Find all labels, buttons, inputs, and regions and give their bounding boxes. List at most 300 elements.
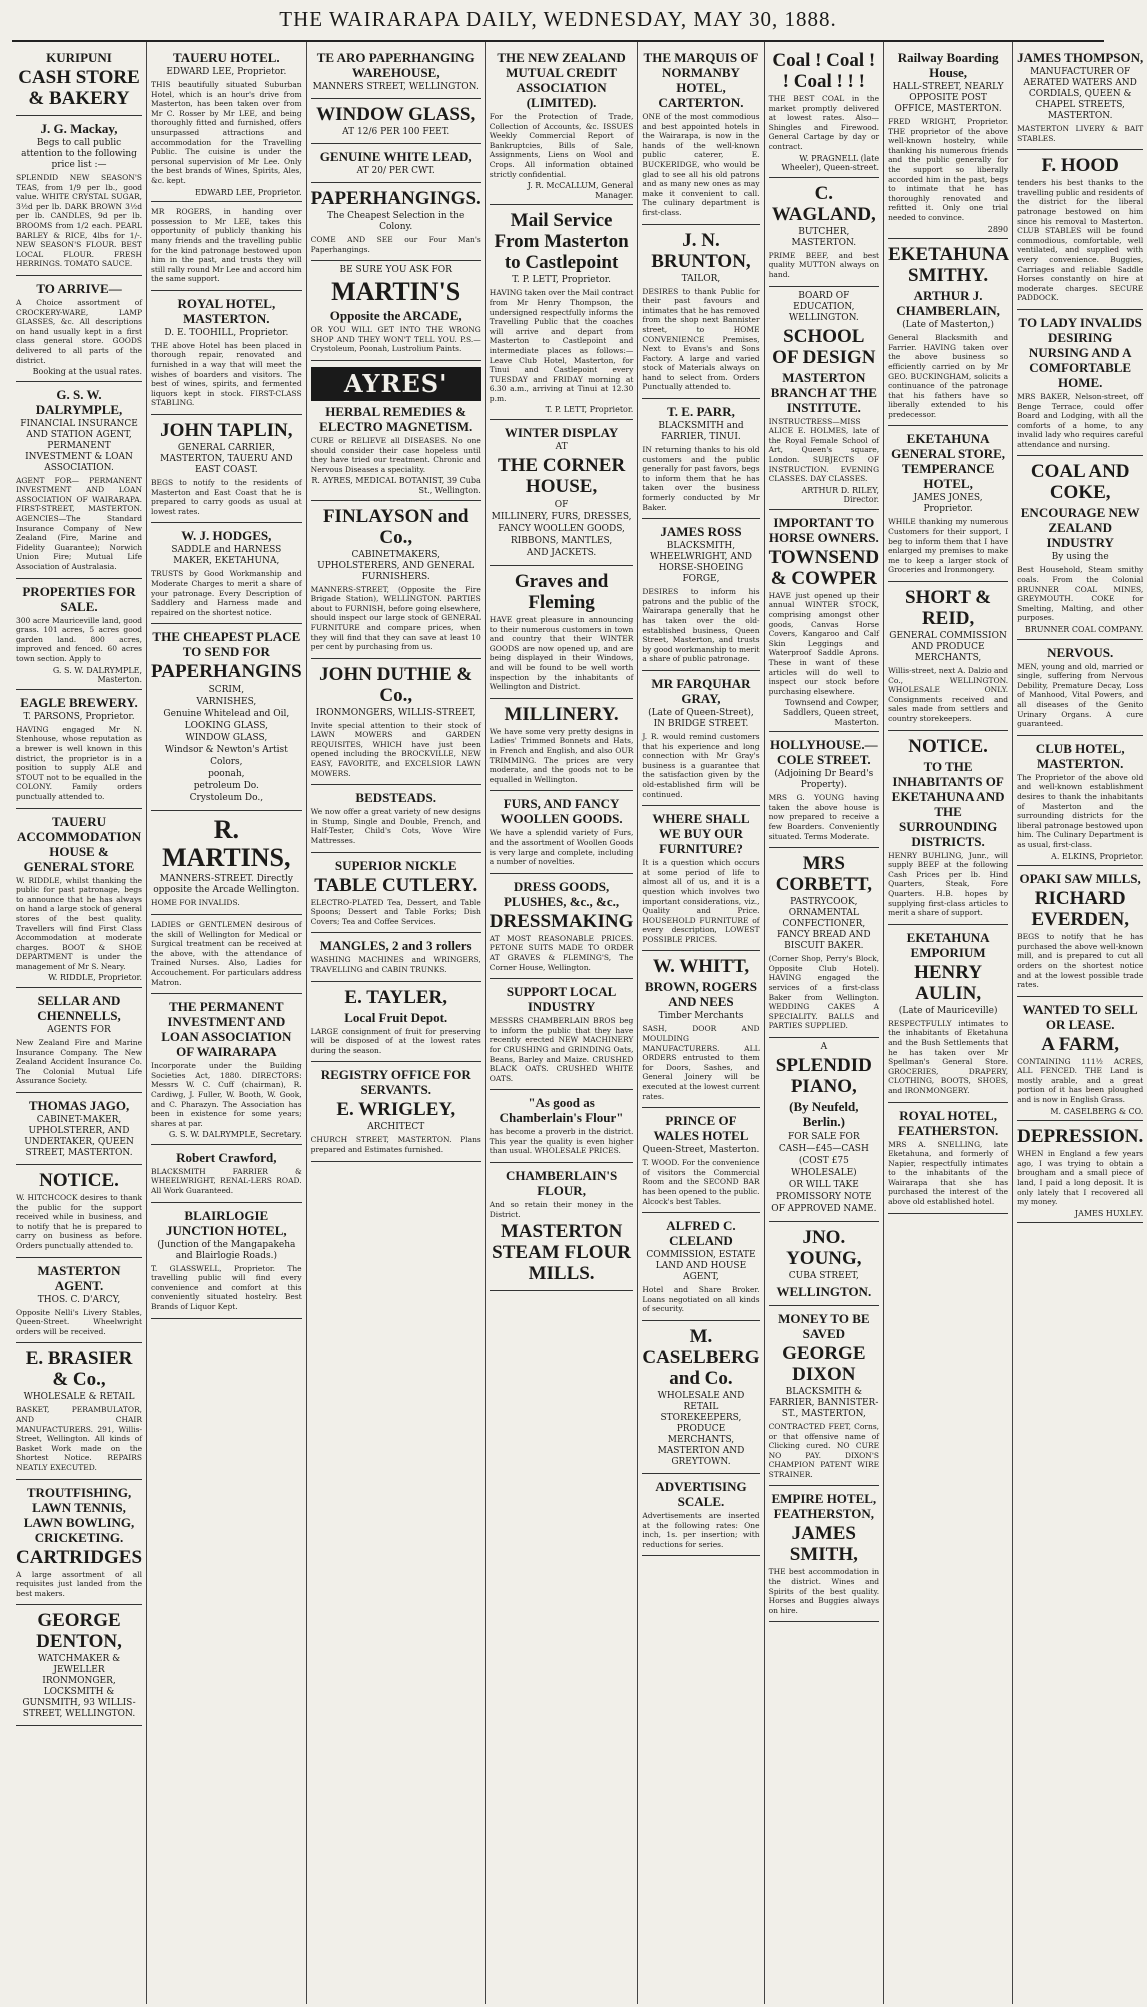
ad-body-text: MANNERS-STREET, (Opposite the Fire Brigade Station), WELLINGTON. PARTIES about to FURNISH, before going elsewhere, should inspect our large stock of GENERAL FURNITURE and compare prices, when they will find that they can save at least 10 per cent by purchasing from us. xyxy=(310,584,481,652)
ad-subheading: BLACKSMITH and FARRIER, TINUI. xyxy=(658,421,744,443)
advertisement xyxy=(16,579,142,690)
ad-subheading: By using the xyxy=(1051,552,1109,563)
ad-body-text: INSTRUCTRESS—MISS ALICE E. HOLMES, late of the Royal Female School of Art, Queen's square, London. SUBJECTS OF INSTRUCTION. EVENING CLASSES. DAY CLASSES. xyxy=(768,416,880,484)
ad-body-text: MR ROGERS, in handing over possession to Mr LEE, takes this opportunity of publicly thanking his many friends and the travelling public for the kind patronage bestowed upon him in the past, and trusts they will still rally round Mr Lee and accord him the same support. xyxy=(151,207,302,284)
ad-display-heading: SPLENDID PIANO, xyxy=(775,1054,872,1097)
advertisement xyxy=(16,690,142,809)
advertisement xyxy=(642,1213,759,1321)
ad-line: (COST £75 WHOLESALE) xyxy=(790,1155,857,1178)
ad-body-text: COME AND SEE our Four Man's Paperhangings. xyxy=(310,235,481,254)
advertisement xyxy=(769,1038,880,1222)
ad-body-text: BEGS to notify that he has purchased the above well-known mill, and is prepared to cut all orders on the shortest notice and at the lowest possible trade rates. xyxy=(1017,932,1144,990)
advertisement xyxy=(490,979,634,1090)
advertisement xyxy=(151,415,302,523)
ad-subheading: BLACKSMITH & FARRIER, BANNISTER-ST., MASTERTON, xyxy=(769,1386,879,1419)
ad-heading: ALFRED C. CLELAND xyxy=(666,1218,736,1249)
ad-heading: THE MARQUIS OF NORMANBY HOTEL, CARTERTON. xyxy=(643,50,759,110)
ad-heading: THOMAS JAGO, xyxy=(28,1098,130,1114)
ad-display-heading: Mail Service From Masterton to Castlepoint xyxy=(494,210,629,274)
ad-body-text: MRS G. YOUNG having taken the above house is now prepared to receive a few Boarders. Conveniently situated. Terms Moderate. xyxy=(768,793,880,841)
ad-heading: EAGLE BREWERY. xyxy=(20,694,138,710)
ad-heading: J. G. Mackay, xyxy=(40,121,118,136)
ad-body-text: MESSRS CHAMBERLAIN BROS beg to inform the public that they have recently erected NEW MACHINERY for CRUSHING and GRINDING Oats, Beans, Barley and Maize. CRUSHED BLACK OATS. CRUSHED WHITE OATS. xyxy=(489,1016,634,1083)
ad-subheading: EDWARD LEE, Proprietor. xyxy=(166,67,287,77)
ad-heading: HOLLYHOUSE.—COLE STREET. xyxy=(770,737,878,768)
ad-body-text: WASHING MACHINES and WRINGERS, TRAVELLING and CABIN TRUNKS. xyxy=(310,955,481,974)
ad-heading: KURIPUNI xyxy=(46,50,112,65)
ad-heading: (By Neufeld, Berlin.) xyxy=(789,1098,859,1129)
ad-line-list xyxy=(769,1131,880,1215)
ad-body-text: THE BEST COAL in the market promptly delivered at lowest rates. Also—Shingles and Firewood. General Cartage by day or contract. xyxy=(768,94,880,151)
ad-subheading: CABINET-MAKER, UPHOLSTERER, AND UNDERTAKER, QUEEN STREET, MASTERTON. xyxy=(24,1115,134,1159)
ad-subheading: Queen-Street, Masterton. xyxy=(642,1145,760,1156)
ad-subheading: T. P. LETT, Proprietor. xyxy=(512,275,611,286)
ad-display-heading: MRS CORBETT, xyxy=(775,853,872,896)
ad-heading: DRESS GOODS, PLUSHES, &c., &c., xyxy=(503,878,620,909)
advertisement xyxy=(311,659,481,786)
ad-body-text: Willis-street, next A. Dalzio and Co., WELLINGTON. WHOLESALE ONLY. Consignments received and sales made from settlers and country storekeepers. xyxy=(888,666,1009,723)
ad-heading: IMPORTANT TO HORSE OWNERS. xyxy=(768,514,879,545)
ad-body-text: Best Household, Steam smithy coals. From the Colonial BRUNNER COAL MINES, GREYMOUTH. COKE for Smelting, Malting, and other purposes. xyxy=(1017,565,1144,623)
ad-display-heading: HENRY AULIN, xyxy=(914,961,983,1004)
ad-heading: TAUERU ACCOMMODATION HOUSE & GENERAL STORE xyxy=(17,813,141,874)
ad-display-heading: JNO. YOUNG, xyxy=(786,1226,862,1269)
advertisement xyxy=(490,1090,634,1163)
advertisement xyxy=(642,671,759,806)
advertisement xyxy=(888,239,1008,426)
advertisement xyxy=(642,399,759,519)
ad-body-text: Incorporate under the Building Societies Act, 1880. DIRECTORS: Messrs W. C. Cuff (chairman), R. Cardiwg, J. Fuller, W. Booth, W. Gook, and C. Pharazyn. The Association has been in existence for some years; shares at par. xyxy=(151,1061,302,1128)
ad-subheading: FINANCIAL INSURANCE AND STATION AGENT, PERMANENT INVESTMENT & LOAN ASSOCIATION. xyxy=(20,418,138,473)
ad-signature: A. ELKINS, Proprietor. xyxy=(1051,851,1144,861)
ad-display-heading: A FARM, xyxy=(1041,1033,1120,1055)
column-5 xyxy=(638,42,764,2004)
advertisement xyxy=(16,1258,142,1344)
ad-heading: REGISTRY OFFICE FOR SERVANTS. xyxy=(320,1067,471,1098)
ad-subheading: PASTRYCOOK, ORNAMENTAL CONFECTIONER, FANCY BREAD AND BISCUIT BAKER. xyxy=(776,897,871,952)
advertisement xyxy=(1017,150,1143,310)
ad-display-heading: NOTICE. xyxy=(908,735,988,757)
advertisement xyxy=(769,1222,880,1306)
advertisement xyxy=(490,205,634,420)
ad-line: OF xyxy=(554,500,569,511)
ad-subheading: Timber Merchants xyxy=(658,1011,744,1022)
advertisement xyxy=(769,848,880,1038)
advertisement xyxy=(769,510,880,732)
ad-body-text: PRIME BEEF, and best quality MUTTON always on hand. xyxy=(768,250,880,279)
ad-display-heading: GEORGE DENTON, xyxy=(36,1610,122,1653)
ad-subheading: BUTCHER, MASTERTON. xyxy=(791,226,857,248)
ad-body-text: T. GLASSWELL, Proprietor. The travelling public will find every convenience and comfort at this conveniently situated hostelry. Best Brands of Liquor Kept. xyxy=(151,1263,302,1312)
ad-body-text: CHURCH STREET, MASTERTON. Plans prepared and Estimates furnished. xyxy=(310,1135,481,1154)
ad-heading: WHERE SHALL WE BUY OUR FURNITURE? xyxy=(652,811,750,857)
ad-line-list xyxy=(490,499,634,559)
ad-subheading: MANUFACTURER OF AERATED WATERS AND CORDIALS, QUEEN & CHAPEL STREETS, MASTERTON. xyxy=(1023,67,1137,121)
ad-body-text: Hotel and Share Broker. Loans negotiated on all kinds of security. xyxy=(642,1285,760,1314)
ad-heading: Railway Boarding House, xyxy=(897,50,999,80)
advertisement xyxy=(490,874,634,979)
ad-heading: ENCOURAGE NEW ZEALAND INDUSTRY xyxy=(1020,505,1140,551)
advertisement xyxy=(642,45,759,225)
ad-display-heading: PAPERHANGINGS. xyxy=(310,188,481,209)
ad-line: WINDOW GLASS, xyxy=(185,733,268,744)
ad-body-text: ELECTRO-PLATED Tea, Dessert, and Table Spoons; Dessert and Table Forks; Dish Covers; Tea and Coffee Services. xyxy=(310,897,481,926)
ad-heading: JAMES ROSS xyxy=(660,524,742,540)
ad-heading: ROYAL HOTEL, MASTERTON. xyxy=(177,295,276,326)
ad-subheading: BOARD OF EDUCATION, WELLINGTON. xyxy=(788,290,859,323)
advertisement xyxy=(151,1203,302,1319)
ad-heading: MR FARQUHAR GRAY, xyxy=(651,675,751,706)
ad-body-text: tenders his best thanks to the travelling public and residents of the district for the liberal patronage bestowed on him since his removal to Masterton. CLUB STABLES will be found commodious, comfortable, well ventilated, and supplied with every convenience. Buggies, Carriages and reliable Saddle Horses constantly on hire at moderate charges. SECURE PADDOCK. xyxy=(1017,178,1144,303)
advertisement xyxy=(490,566,634,699)
ad-subheading: MANNERS STREET, WELLINGTON. xyxy=(312,82,479,92)
ad-subheading: AT 12/6 PER 100 FEET. xyxy=(342,127,450,137)
advertisement xyxy=(642,519,759,671)
column-2 xyxy=(147,42,307,2004)
ad-subheading: D. E. TOOHILL, Proprietor. xyxy=(164,327,289,338)
ad-large-heading: MARTIN'S xyxy=(331,277,461,307)
ad-display-heading: WINDOW GLASS, xyxy=(316,104,476,125)
ad-body-text: The Proprietor of the above old and well-known establishment desires to thank the inhabitants of Masterton and the surrounding districts for the liberal patronage bestowed upon him. The Culinary Department is as usual, first-class. xyxy=(1017,772,1144,849)
ad-display-heading: SCHOOL OF DESIGN xyxy=(772,325,876,368)
ad-display-heading: F. HOOD xyxy=(1041,155,1119,177)
ad-body-text: CONTRACTED FEET, Corns, or that offensive name of Clicking cured. NO CURE NO PAY. DIXON'S CHAMPION PATENT WIRE STRAINER. xyxy=(768,1421,880,1479)
advertisement xyxy=(311,45,481,99)
ad-body-text: AT MOST REASONABLE PRICES. PETONE SUITS MADE TO ORDER AT GRAVES & FLEMING'S, The Corner House, Wellington. xyxy=(489,933,634,972)
ad-body-text: MRS A. SNELLING, late Eketahuna, and formerly of Napier, respectfully intimates to the inhabitants of the Wairarapa that she has purchased the interest of the above old established hotel. xyxy=(888,1139,1009,1207)
ad-heading: WINTER DISPLAY xyxy=(504,425,619,441)
advertisement xyxy=(490,699,634,792)
ad-heading: TO LADY INVALIDS DESIRING NURSING AND A COMFORTABLE HOME. xyxy=(1018,314,1142,390)
ad-subheading: IRONMONGERS, WILLIS-STREET, xyxy=(315,707,476,718)
advertisement xyxy=(490,45,634,205)
ad-body-text: BEGS to notify to the residents of Masterton and East Coast that he is prepared to carry goods as usual at lowest rates. xyxy=(151,478,302,516)
advertisement xyxy=(888,45,1008,239)
ad-subheading: HALL-STREET, NEARLY OPPOSITE POST OFFICE, MASTERTON. xyxy=(892,82,1004,114)
ad-signature: Townsend and Cowper, Saddlers, Queen street, Masterton. xyxy=(783,698,880,727)
ad-heading: ARTHUR J. CHAMBERLAIN, xyxy=(896,288,1000,319)
ad-signature: JAMES HUXLEY. xyxy=(1074,1208,1144,1218)
ad-body-text: W. HITCHCOCK desires to thank the public for the support received while in business, and to notify that he is prepared to carry on business as before. Orders punctually attended to. xyxy=(16,1193,143,1250)
ad-heading: THE CHEAPEST PLACE TO SEND FOR xyxy=(152,629,301,660)
ad-body-text: SASH, DOOR AND MOULDING MANUFACTURERS. ALL ORDERS entrusted to them for Doors, Sashes, and General Joinery will be executed at the lowest current rates. xyxy=(642,1024,760,1101)
ad-signature: G. S. W. DALRYMPLE, Masterton. xyxy=(52,665,143,685)
ad-signature: R. AYRES, MEDICAL BOTANIST, 39 Cuba St., Wellington. xyxy=(311,476,481,495)
ad-body-text: IN returning thanks to his old customers and the public generally for past favors, begs to inform them that he has taken over the business formerly conducted by Mr Baker. xyxy=(642,445,760,512)
ad-body-text: HAVE great pleasure in announcing to their numerous customers in town and country that their WINTER GOODS are now opened up, and are being displayed in their Windows, and will be found to be well worth inspection by the inhabitants of Wellington and District. xyxy=(489,615,634,692)
ad-heading: JAMES THOMPSON, xyxy=(1017,50,1144,65)
ad-body-text: AGENT FOR— PERMANENT INVESTMENT AND LOAN ASSOCIATION OF WAIRARAPA. FIRST-STREET, MASTERTON. AGENCIES—The Standard Insurance Company of New Zealand (Fire, Marine and Fidelity Guarantee); Norwich Union Fire; Mutual Life Association of Australasia. xyxy=(16,475,143,572)
advertisement xyxy=(888,582,1008,731)
ad-line: Crystoleum Do., xyxy=(189,793,264,804)
advertisement xyxy=(769,1306,880,1487)
ad-line: CASH—£45—CASH xyxy=(778,1143,869,1154)
ad-body-text: BASKET, PERAMBULATOR, AND CHAIR MANUFACTURERS. 291, Willis-Street, Wellington. All kinds of Basket Work made on the Shortest Notice. REPAIRS NEATLY EXECUTED. xyxy=(16,1405,143,1472)
advertisement xyxy=(151,291,302,415)
advertisement xyxy=(311,982,481,1063)
advertisement xyxy=(311,785,481,852)
ad-display-heading: M. CASELBERG and Co. xyxy=(642,1325,760,1389)
ad-reversed-banner: AYRES' xyxy=(311,367,481,401)
advertisement xyxy=(490,420,634,566)
ad-display-heading: DEPRESSION. xyxy=(1017,1126,1144,1148)
column-7 xyxy=(884,42,1013,2004)
ad-subheading: Begs to call public attention to the following price list :— xyxy=(21,138,137,170)
ad-heading: T. E. PARR, xyxy=(667,404,735,420)
advertisement xyxy=(642,806,759,951)
ad-subheading: (Late of Queen-Street), IN BRIDGE STREET. xyxy=(648,707,754,729)
advertisement xyxy=(888,925,1008,1103)
ad-body-text: LADIES or GENTLEMEN desirous of the skill of Wellington for Medical or Surgical treatment can be received at the above, with the attendance of Trained Nurses. Also, Ladies for Accouchement. For particulars address Matron. xyxy=(151,919,302,987)
ad-body-text: General Blacksmith and Farrier. HAVING taken over the above business so efficiently carried on by Mr GEO. BUCKINGHAM, solicits a continuance of the patronage that his fathers have so liberally extended to his predecessor. xyxy=(888,333,1009,419)
advertisement xyxy=(642,1474,759,1556)
ad-heading: G. S. W. DALRYMPLE, xyxy=(35,386,123,417)
ad-subheading: GENERAL COMMISSION AND PRODUCE MERCHANTS, xyxy=(889,631,1007,664)
advertisement xyxy=(16,1343,142,1479)
ad-line-list xyxy=(151,684,302,804)
ad-body-text: FRED WRIGHT, Proprietor. THE proprietor of the above well-known hostelry, while thanking his numerous friends and the public generally for the support so liberally accorded him in the past, begs to intimate that he has thoroughly renovated and refitted it. Only one trial needed to convince. xyxy=(888,117,1009,222)
ad-display-heading: JOHN TAPLIN, xyxy=(160,420,293,442)
advertisement xyxy=(1017,456,1143,639)
advertisement xyxy=(16,988,142,1093)
ad-display-heading: DRESSMAKING xyxy=(489,910,634,932)
ad-subheading: GENERAL CARRIER, MASTERTON, TAUERU AND EAST COAST. xyxy=(160,443,293,476)
advertisement xyxy=(16,1165,142,1258)
ad-heading: MASTERTON BRANCH AT THE INSTITUTE. xyxy=(770,369,877,415)
ad-display-heading: PAPERHANGINS xyxy=(151,661,302,683)
advertisement xyxy=(151,202,302,291)
ad-subheading: BLACKSMITH, WHEELWRIGHT, AND HORSE-SHOEING FORGE, xyxy=(649,541,752,585)
ad-display-heading: TOWNSEND & COWPER xyxy=(768,546,880,589)
advertisement xyxy=(311,933,481,981)
advertisement xyxy=(769,45,880,178)
ad-subheading: TAILOR, xyxy=(681,273,721,284)
ad-body-text: HAVE just opened up their annual WINTER STOCK, comprising amongst other goods, Canvas Horse Covers, Kangaroo and Calf Skin Leggings and Waterproof Saddle Aprons. These in want of these articles will do well to inspect our stock before purchasing elsewhere. xyxy=(768,590,880,696)
ad-body-text: SPLENDID NEW SEASON'S TEAS, from 1/9 per lb., good value. WHITE CRYSTAL SUGAR, 3½d per lb. DARK BROWN 3½d per lb. CANDLES, 9d per lb. BROOMS from 1/2 each. PEARL BARLEY & RICE, 4lbs for 1/-. NEW SEASON'S FLOUR. BEST LOCAL FLOUR. FRESH HERRINGS. TOMATO SAUCE. xyxy=(16,173,143,269)
ad-body-text: OR YOU WILL GET INTO THE WRONG SHOP AND THEY WON'T TELL YOU. P.S.—Crystoleum, Poonah, Lustrolium Paints. xyxy=(310,325,481,354)
advertisement xyxy=(151,994,302,1145)
ad-display-heading: TABLE CUTLERY. xyxy=(314,874,478,896)
ad-body-text: MEN, young and old, married or single, suffering from Nervous Debility, Premature Decay, Loss of Manhood, Vital Powers, and all diseases of the Genito Urinary Organs. A cure guaranteed. xyxy=(1017,661,1144,729)
advertisement xyxy=(490,791,634,873)
advertisement xyxy=(16,1480,142,1606)
ad-heading: MASTERTON AGENT. xyxy=(37,1262,121,1293)
ad-subheading: (Adjoining Dr Beard's Property). xyxy=(774,769,874,791)
advertisement xyxy=(490,1163,634,1291)
ad-body-text: And so retain their money in the District. xyxy=(489,1200,634,1219)
ad-subheading: CABINETMAKERS, UPHOLSTERERS, AND GENERAL FURNISHERS. xyxy=(317,549,475,582)
ad-signature: T. P. LETT, Proprietor. xyxy=(545,405,634,415)
ad-subheading: THOS. C. D'ARCY, xyxy=(37,1294,121,1305)
advertisement xyxy=(151,915,302,994)
advertisement xyxy=(151,811,302,915)
advertisement xyxy=(642,951,759,1108)
ad-line: FOR SALE FOR xyxy=(787,1131,860,1142)
ad-subheading: (Junction of the Mangapakeha and Blairlogie Roads.) xyxy=(157,1239,296,1261)
masthead: THE WAIRARAPA DAILY, WEDNESDAY, MAY 30, 1888. xyxy=(12,0,1104,42)
ad-heading: BROWN, ROGERS AND NEES xyxy=(644,979,757,1010)
ad-display-heading: MASTERTON STEAM FLOUR MILLS. xyxy=(492,1221,631,1285)
ad-body-text: It is a question which occurs at some period of life to almost all of us, and it is a question which involves two important considerations, viz., Quality and Price. HOUSEHOLD FURNITURE of every description, LOWEST POSSIBLE PRICES. xyxy=(642,858,760,944)
advertisement xyxy=(1017,866,1143,997)
ad-heading: CLUB HOTEL, MASTERTON. xyxy=(1035,740,1125,771)
advertisement xyxy=(642,1108,759,1213)
ad-signature: EDWARD LEE, Proprietor. xyxy=(194,187,302,197)
ad-heading: WANTED TO SELL OR LEASE. xyxy=(1022,1001,1138,1032)
ad-body-text: W. RIDDLE, whilst thanking the public for past patronage, begs to announce that he has always on hand a large stock of general stores of the best quality. Travellers will find First Class Accommodation at moderate charges. BOOT & SHOE DEPARTMENT is under the management of Mr S. Neary. xyxy=(16,875,143,971)
ad-heading: PRINCE OF WALES HOTEL xyxy=(653,1113,749,1144)
ad-body-text: Invite special attention to their stock of LAWN MOWERS and GARDEN REQUISITES, WHICH have just been opened including the BROCKVILLE, NEW EASY, FAVORITE, and EXCELSIOR LAWN MOWERS. xyxy=(310,720,481,778)
ad-signature: J. R. McCALLUM, General Manager. xyxy=(527,181,634,200)
ad-display-heading: C. WAGLAND, xyxy=(771,182,876,225)
advertisement xyxy=(16,116,142,276)
advertisement xyxy=(1017,736,1143,866)
ad-display-heading: J. N. BRUNTON, xyxy=(651,229,751,272)
ad-heading: THE NEW ZEALAND MUTUAL CREDIT ASSOCIATION (LIMITED). xyxy=(497,50,626,110)
ad-heading: THE PERMANENT INVESTMENT AND LOAN ASSOCIATION OF WAIRARAPA xyxy=(161,999,292,1060)
ad-body-text: (Corner Shop, Perry's Block, Opposite Club Hotel). HAVING engaged the services of a first-class Baker from Wellington. WEDDING CAKES A SPECIALITY. BALLS and PARTIES SUPPLIED. xyxy=(768,954,880,1031)
advertisement xyxy=(311,183,481,261)
ad-body-text: HENRY BUHLING, Junr., will supply BEEF at the following Cash Prices per lb. Hind Quarters, Steak, Fore Quarters. H.B. hopes by supplying first-class articles to merit a share of support. xyxy=(888,850,1009,918)
ad-signature: Booking at the usual rates. xyxy=(32,367,143,377)
ad-signature: M. CASELBERG & CO. xyxy=(1050,1106,1144,1116)
ad-signature: 2890 xyxy=(987,224,1009,234)
ad-heading: SUPERIOR NICKLE xyxy=(334,857,457,873)
ad-display-heading: SHORT & REID, xyxy=(905,587,992,630)
ad-line: petroleum Do. xyxy=(193,781,259,792)
ad-body-text: THIS beautifully situated Suburban Hotel, which is an hour's drive from Masterton, has been taken over from Mr C. Rosser by Mr LEE, and being thoroughly fitted and furnished, offers unsurpassed attractions and accommodation for the Travelling Public. The cuisine is under the personal supervision of Mr Lee. Only the best brands of Wines, Spirits, Ales, &c. kept. xyxy=(151,80,302,185)
ad-display-heading: FINLAYSON and Co., xyxy=(322,505,469,548)
ad-heading: GENUINE WHITE LEAD, xyxy=(319,149,472,164)
ad-display-heading: E. WRIGLEY, xyxy=(336,1099,456,1121)
ad-subheading: AGENTS FOR xyxy=(47,1025,111,1036)
ad-heading: MONEY TO BE SAVED xyxy=(778,1310,870,1341)
advertisement xyxy=(311,853,481,934)
ad-body-text: TRUSTS by Good Workmanship and Moderate Charges to merit a share of your patronage. Every Description of Saddlery and Harness made and repaired on the shortest notice. xyxy=(151,569,302,617)
ad-subheading: JAMES JONES, Proprietor. xyxy=(913,493,983,515)
ad-display-heading: E. TAYLER, xyxy=(344,986,448,1008)
ad-subheading: The Cheapest Selection in the Colony. xyxy=(327,211,465,232)
advertisement xyxy=(151,624,302,811)
ad-heading: Robert Crawford, xyxy=(176,1149,277,1165)
ad-heading: BLAIRLOGIE JUNCTION HOTEL, xyxy=(166,1207,287,1238)
ad-body-text: WHILE thanking my numerous Customers for their support, I beg to inform them that I have enlarged my premises to make me to keep a larger stock of Groceries and Ironmongery. xyxy=(888,517,1009,575)
ad-body-text: CURE or RELIEVE all DISEASES. No one should consider their case hopeless until they have tried our treatment. Chronic and Nervous Diseases a speciality. xyxy=(310,435,481,474)
ad-heading: CHAMBERLAIN'S FLOUR, xyxy=(505,1168,618,1199)
ad-subheading: A xyxy=(820,1041,828,1052)
ad-display-heading: W. WHITT, xyxy=(652,956,750,978)
ad-subheading: WHOLESALE & RETAIL xyxy=(23,1392,135,1403)
ad-body-text: Opposite Nelli's Livery Stables, Queen-Street. Wheelwright orders will be received. xyxy=(16,1307,143,1336)
ad-line: FANCY WOOLLEN GOODS, xyxy=(498,524,625,535)
ad-subheading: AT xyxy=(555,442,568,453)
ad-display-heading: THE CORNER HOUSE, xyxy=(497,455,626,498)
ad-body-text: MRS BAKER, Nelson-street, off Benge Terrace, could offer Board and Lodging, with all the comforts of a home, to any invalid lady who requires careful attendance and nursing. xyxy=(1017,391,1144,449)
ad-body-text: A Choice assortment of CROCKERY-WARE, LAMP GLASSES, &c. All descriptions on hand usually kept in a first class general store. GOODS delivered to all parts of the district. xyxy=(16,297,143,365)
ad-line: poonah, xyxy=(208,769,245,780)
advertisement xyxy=(642,225,759,400)
advertisement xyxy=(16,809,142,989)
ad-display-heading: Graves and Fleming xyxy=(514,571,609,614)
column-8 xyxy=(1013,42,1147,2004)
ad-heading: TROUTFISHING, LAWN TENNIS, LAWN BOWLING, CRICKETING. xyxy=(23,1484,135,1545)
ad-display-heading: JOHN DUTHIE & Co., xyxy=(319,663,473,706)
ad-heading: EKETAHUNA EMPORIUM xyxy=(906,929,990,960)
advertisement xyxy=(151,523,302,624)
ad-subheading: (Late of Masterton,) xyxy=(902,320,995,331)
ad-body-text: BLACKSMITH FARRIER & WHEELWRIGHT, RENAL-LERS ROAD. All Work Guaranteed. xyxy=(151,1166,302,1196)
ad-display-heading: EKETAHUNA SMITHY. xyxy=(888,244,1010,287)
ad-line: MILLINERY, FURS, DRESSES, xyxy=(491,512,632,523)
ad-heading: OPAKI SAW MILLS, xyxy=(1019,871,1141,887)
advertisement xyxy=(16,1093,142,1165)
ad-body-text: We have some very pretty designs in Ladies' Trimmed Bonnets and Hats, in French and English, and also OUR TRIMMING. The prices are very moderate, and the goods not to be equalled in Wellington. xyxy=(489,726,634,784)
ad-body-text: A large assortment of all requisites just landed from the best makers. xyxy=(16,1569,143,1598)
column-3 xyxy=(307,42,486,2004)
ad-heading: TE ARO PAPERHANGING WAREHOUSE, xyxy=(316,50,475,80)
advertisement xyxy=(16,45,142,116)
ad-heading: PROPERTIES FOR SALE. xyxy=(22,583,136,614)
advertisement xyxy=(311,99,481,144)
ad-display-heading: RICHARD EVERDEN, xyxy=(1031,888,1129,931)
advertisement xyxy=(769,1486,880,1622)
column-4 xyxy=(486,42,639,2004)
advertisement xyxy=(1017,997,1143,1122)
ad-heading: WELLINGTON. xyxy=(776,1283,872,1299)
ad-line: RIBBONS, MANTLES, xyxy=(510,536,613,547)
ad-subheading: BE SURE YOU ASK FOR xyxy=(339,265,452,276)
ad-signature: W. PRAGNELL (late Wheeler), Queen-street. xyxy=(781,153,880,173)
ad-subheading: CUBA STREET, xyxy=(788,1270,859,1281)
ad-subheading: COMMISSION, ESTATE LAND AND HOUSE AGENT, xyxy=(646,1250,756,1283)
advertisement xyxy=(151,1145,302,1203)
advertisement xyxy=(769,287,880,510)
ad-subheading: AT 20/ PER CWT. xyxy=(356,166,435,176)
ad-body-text: Advertisements are inserted at the following rates: One inch, 1s. per insertion; with reductions for series. xyxy=(642,1510,760,1549)
ad-heading: W. J. HODGES, xyxy=(181,528,272,544)
advertisement xyxy=(769,732,880,848)
ad-body-text: ONE of the most commodious and best appointed hotels in the Wairarapa, is now in the hands of the well-known public caterer, E. BUCKERIDGE, who would be glad to see all his old patrons and as many new ones as may make it convenient to call. The culinary department is first-class. xyxy=(642,112,760,217)
ad-heading: TO THE INHABITANTS OF EKETAHUNA AND THE SURROUNDING DISTRICTS. xyxy=(891,758,1005,849)
ad-body-text: We now offer a great variety of new designs in Stump, Single and Double, French, and Half-Tester, Child's Cots, Wove Wire Mattresses. xyxy=(310,807,481,846)
advertisement xyxy=(311,1062,481,1161)
advertisement xyxy=(151,45,302,202)
ad-line: Windsor & Newton's Artist Colors, xyxy=(164,745,288,768)
ad-subheading: (Late of Mauriceville) xyxy=(898,1005,998,1016)
ad-line: OR WILL TAKE PROMISSORY NOTE OF APPROVED NAME. xyxy=(771,1179,877,1214)
ad-heading: ROYAL HOTEL, FEATHERSTON. xyxy=(897,1107,999,1138)
ad-display-heading: CARTRIDGES xyxy=(16,1546,143,1568)
advertisement xyxy=(311,361,481,501)
advertisement xyxy=(311,144,481,183)
ad-body-text: DESIRES to thank Public for their past favours and intimates that he has removed from the shop next Bannister street, to HOME CONVENIENCE Premises, Next to Evans's and Sons Factory. A large and varied stock of Materials always on hand to select from. Orders Punctually attended to. xyxy=(642,286,760,392)
advertisement xyxy=(642,1321,759,1474)
ad-display-heading: MILLINERY. xyxy=(504,703,619,725)
ad-body-text: For the Protection of Trade, Collection of Accounts, &c. ISSUES Weekly Commercial Report of Bankruptcies, Bills of Sale, Assignments, Liens on Wool and Crops. All information obtained strictly confidential. xyxy=(489,112,634,179)
ad-body-text: T. WOOD. For the convenience of visitors the Commercial Room and the SECOND BAR has been opened to the public. Alcock's best Tables. xyxy=(642,1158,760,1206)
ad-body-text: LARGE consignment of fruit for preserving will be disposed of at the lowest rates during the season. xyxy=(310,1026,481,1055)
ad-body-text: HOME FOR INVALIDS. xyxy=(151,898,240,908)
ad-display-heading: GEORGE DIXON xyxy=(782,1342,866,1385)
column-1 xyxy=(12,42,147,2004)
ad-heading: NERVOUS. xyxy=(1047,644,1114,660)
advertisement xyxy=(888,1103,1008,1214)
advertisement xyxy=(1017,640,1143,736)
ad-heading: FURS, AND FANCY WOOLLEN GOODS. xyxy=(500,796,623,827)
ad-display-heading: COAL AND COKE, xyxy=(1030,461,1130,504)
ad-display-heading: Coal ! Coal ! ! Coal ! ! ! xyxy=(772,50,876,92)
advertisement xyxy=(1017,310,1143,457)
